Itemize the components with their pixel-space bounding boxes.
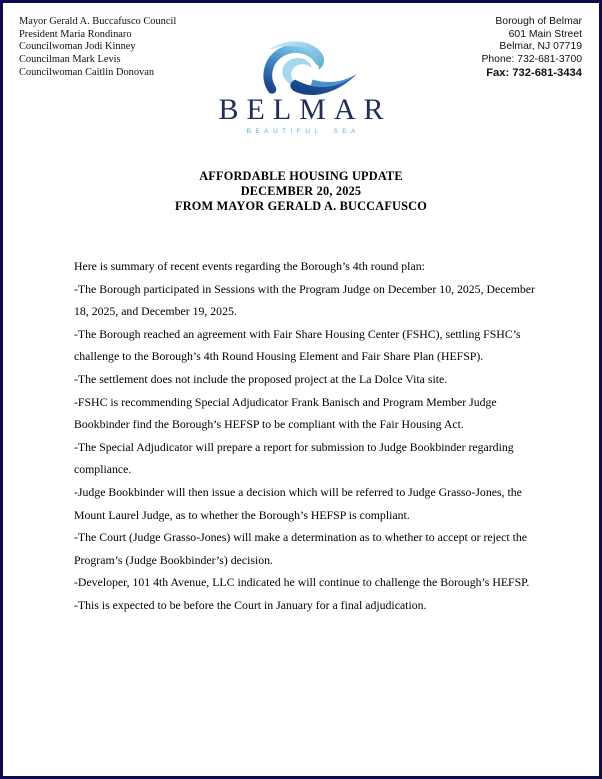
title-line-1: AFFORDABLE HOUSING UPDATE [199, 169, 403, 183]
belmar-tagline: BEAUTIFUL SEA [246, 128, 360, 135]
body-paragraph: -The Court (Judge Grasso-Jones) will make a determination as to whether to accept or reject the Program’s (Judge Bookbinder’s) decision. [74, 530, 528, 567]
body-paragraph: -Developer, 101 4th Avenue, LLC indicated he will continue to challenge the Borough’s HEFSP. [74, 575, 530, 590]
letter-title [3, 169, 599, 215]
title-line-2: DECEMBER 20, 2025 [240, 184, 362, 199]
address-line: Phone: 732-681-3700 [481, 53, 582, 65]
body-paragraph: -This is expected to be before the Court in January for a final adjudication. [74, 597, 427, 612]
title-line-3: FROM MAYOR GERALD A. BUCCAFUSCO [174, 199, 428, 214]
belmar-wordmark: BELMAR [218, 93, 392, 126]
body-paragraph: -The settlement does not include the proposed project at the La Dolce Vita site. [74, 371, 448, 386]
council-line: Councilwoman Jodi Kinney [19, 41, 136, 53]
body-paragraph: -The Special Adjudicator will prepare a report for submission to Judge Bookbinder regarding compliance. [74, 439, 514, 477]
council-roster [19, 16, 176, 80]
council-line: Councilman Mark Levis [19, 54, 121, 66]
body-paragraph: -FSHC is recommending Special Adjudicator Frank Banisch and Program Member Judge Bookbinder find the Borough’s HEFSP to be compliant with the Fair Housing Act. [74, 394, 497, 432]
council-line: Mayor Gerald A. Buccafusco Council [19, 16, 177, 27]
body-paragraph: -The Borough reached an agreement with Fair Share Housing Center (FSHC), settling FSHC’s challenge to the Borough’s 4th Round Housing Element and Fair Share Plan (HEFSP). [74, 326, 521, 364]
borough-address-block [481, 16, 582, 80]
address-line: Belmar, NJ 07719 [499, 41, 582, 53]
body-paragraph: Here is summary of recent events regarding the Borough’s 4th round plan: [74, 259, 425, 273]
body-paragraph: -Judge Bookbinder will then issue a decision which will be referred to Judge Grasso-Jones, the Mount Laurel Judge, as to whether the Borough’s HEFSP is compliant. [74, 484, 522, 522]
fax-line: Fax: 732-681-3434 [486, 67, 582, 80]
wave-icon [191, 39, 411, 99]
council-line: President Maria Rondinaro [19, 28, 132, 40]
council-line: Councilwoman Caitlin Donovan [19, 66, 155, 78]
address-line: Borough of Belmar [495, 16, 582, 27]
address-line: 601 Main Street [508, 28, 582, 40]
belmar-logo [191, 39, 411, 135]
letter-body [74, 255, 546, 617]
body-paragraph: -The Borough participated in Sessions with the Program Judge on December 10, 2025, December 18, 2025, and December 19, 2025. [74, 281, 535, 319]
